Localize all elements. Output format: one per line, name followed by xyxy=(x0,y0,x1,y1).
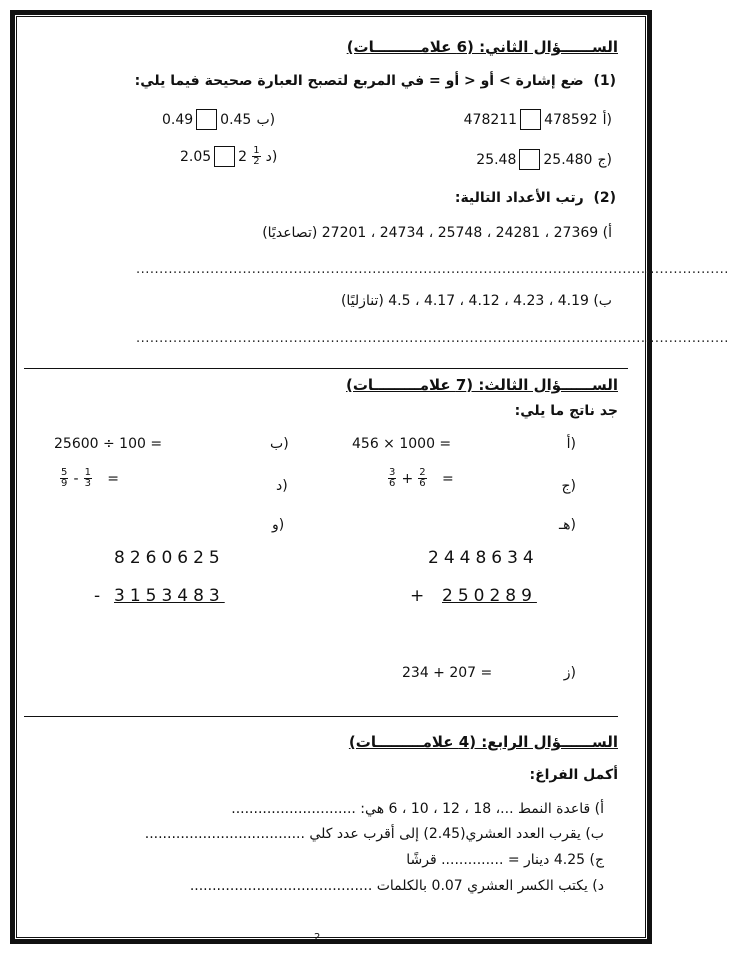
q3-label-c: ج) xyxy=(561,478,576,494)
q2-item-b: 0.49 0.45 ب) xyxy=(162,109,275,130)
q3-label-a: أ) xyxy=(566,436,576,452)
fraction-mixed: $\frac{1}{2}$ xyxy=(253,145,260,167)
q2-part1-instruction: (1) ضع إشارة > أو < أو = في المربع لتصبح العبارة صحيحة فيما يلي: xyxy=(134,73,616,89)
q3-header: الســــــؤال الثالث: (7 علامـــــــــات) xyxy=(346,376,618,394)
q2-item-d: 2.05 2 $\frac{1}{2}$ د) xyxy=(180,145,278,167)
answer-box-a[interactable] xyxy=(520,109,541,130)
q3-f-bottom: 3153483 xyxy=(114,586,225,606)
q4-item-c: ج) 4.25 دينار = .............. قرشًا xyxy=(406,852,604,868)
q4-item-d: د) يكتب الكسر العشري 0.07 بالكلمات ......................................... xyxy=(189,878,604,894)
q3-instruction: جد ناتج ما يلي: xyxy=(514,403,618,419)
answer-box-b[interactable] xyxy=(196,109,217,130)
section-divider-1 xyxy=(24,368,628,369)
q3-expr-a: 456 × 1000 = xyxy=(352,436,452,452)
q2-item-a: 478211 478592 أ) xyxy=(464,109,612,130)
q3-label-d: د) xyxy=(276,478,288,494)
q2-header: الســــــؤال الثاني: (6 علامـــــــــات) xyxy=(346,38,618,56)
q3-f-sign: - xyxy=(94,586,101,606)
q4-instruction: أكمل الفراغ: xyxy=(529,767,618,783)
answer-line-order-b[interactable]: ................................................................................................................................ xyxy=(136,331,729,346)
q2-order-b: ب) 4.19 ، 4.23 ، 4.12 ، 4.17 ، 4.5 (تنازليًا) xyxy=(340,293,612,309)
q3-label-f: و) xyxy=(272,517,285,533)
q3-e-top: 2448634 xyxy=(428,548,539,568)
q2-part2-instruction: (2) رتب الأعداد التالية: xyxy=(454,190,616,206)
q3-expr-g: 234 + 207 = xyxy=(402,665,493,681)
q4-item-b: ب) يقرب العدد العشري(2.45) إلى أقرب عدد كلي .................................... xyxy=(144,826,604,842)
q3-label-e: هـ) xyxy=(559,517,576,533)
section-divider-2 xyxy=(24,716,618,717)
q3-e-sign: + xyxy=(410,586,425,606)
q2-item-c: 25.48 25.480 ج) xyxy=(476,149,612,170)
q3-e-bottom: 250289 xyxy=(442,586,537,606)
q3-expr-d: $\frac{5}{9}$ - $\frac{1}{3}$ = xyxy=(61,467,119,489)
q3-label-g: ز) xyxy=(563,665,576,681)
q4-item-a: أ) قاعدة النمط ...، 18 ، 12 ، 10 ، 6 هي: ............................ xyxy=(231,801,604,817)
q3-f-top: 8260625 xyxy=(114,548,225,568)
answer-box-c[interactable] xyxy=(519,149,540,170)
q3-label-b: ب) xyxy=(270,436,289,452)
answer-box-d[interactable] xyxy=(214,146,235,167)
q3-expr-b: 25600 ÷ 100 = xyxy=(54,436,163,452)
page-number: 2 xyxy=(314,932,321,943)
q4-header: الســــــؤال الرابع: (4 علامـــــــــات) xyxy=(348,733,618,751)
q3-expr-c: $\frac{3}{6}$ + $\frac{2}{6}$ = xyxy=(389,467,454,489)
answer-line-order-a[interactable]: ................................................................................................................................ xyxy=(136,262,729,277)
q2-order-a: أ) 27369 ، 24281 ، 25748 ، 24734 ، 27201 (تصاعديًا) xyxy=(262,225,612,241)
